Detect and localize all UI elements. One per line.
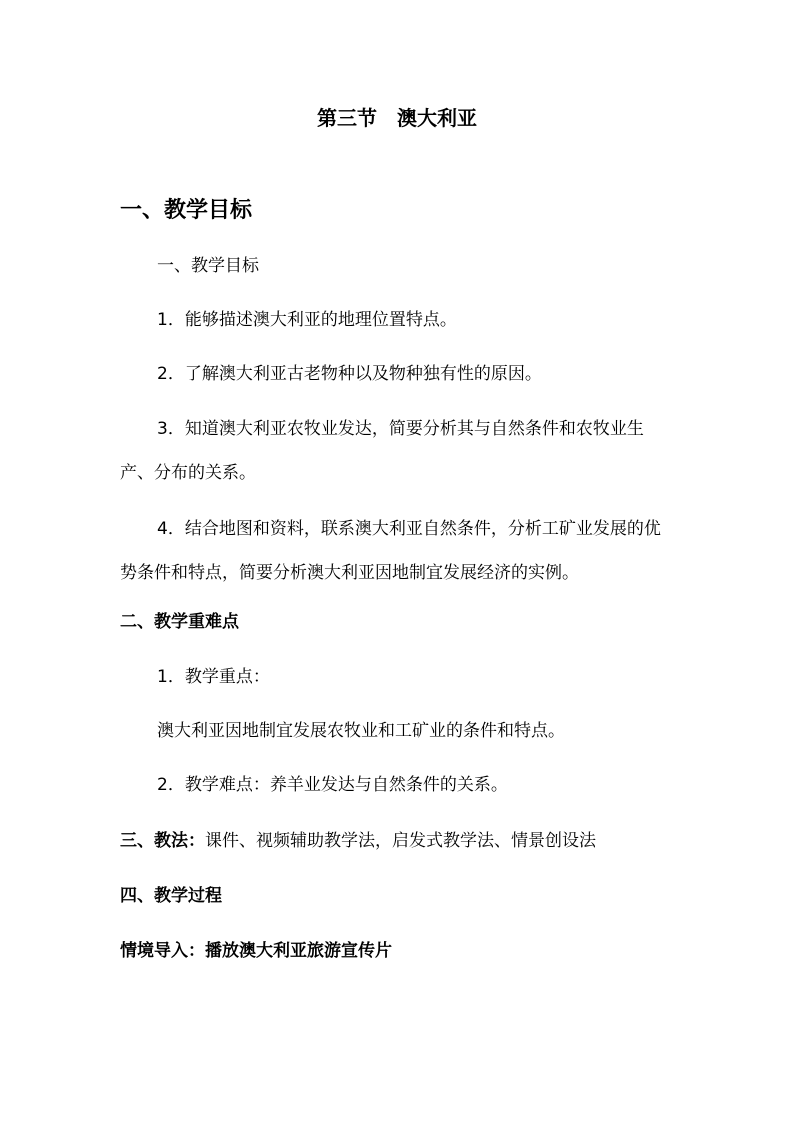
teaching-methods-label: 三、教法： bbox=[120, 831, 205, 851]
teaching-methods-text: 课件、视频辅助教学法，启发式教学法、情景创设法 bbox=[205, 831, 596, 851]
section-teaching-methods bbox=[120, 830, 596, 852]
key-point-label: 1．教学重点： bbox=[157, 667, 270, 687]
section-heading-teaching-objectives: 一、教学目标 bbox=[120, 198, 253, 223]
intro-heading: 情境导入：播放澳大利亚旅游宣传片 bbox=[120, 941, 392, 961]
objective-2: 2．了解澳大利亚古老物种以及物种独有性的原因。 bbox=[157, 364, 542, 384]
objective-4: 4．结合地图和资料，联系澳大利亚自然条件，分析工矿业发展的优势条件和特点，简要分析澳大利亚因地制宜发展经济的实例。 bbox=[120, 519, 661, 583]
section-heading-key-difficult-points: 二、教学重难点 bbox=[120, 612, 239, 632]
page-title: 第三节 澳大利亚 bbox=[317, 106, 477, 130]
objective-1: 1．能够描述澳大利亚的地理位置特点。 bbox=[157, 310, 457, 330]
objective-3: 3．知道澳大利亚农牧业发达，简要分析其与自然条件和农牧业生产、分布的关系。 bbox=[120, 419, 644, 483]
section-heading-teaching-process: 四、教学过程 bbox=[120, 886, 222, 906]
key-point-text: 澳大利亚因地制宜发展农牧业和工矿业的条件和特点。 bbox=[157, 721, 565, 741]
subheading-teaching-objectives: 一、教学目标 bbox=[157, 256, 259, 276]
difficult-point: 2．教学难点：养羊业发达与自然条件的关系。 bbox=[157, 775, 508, 795]
